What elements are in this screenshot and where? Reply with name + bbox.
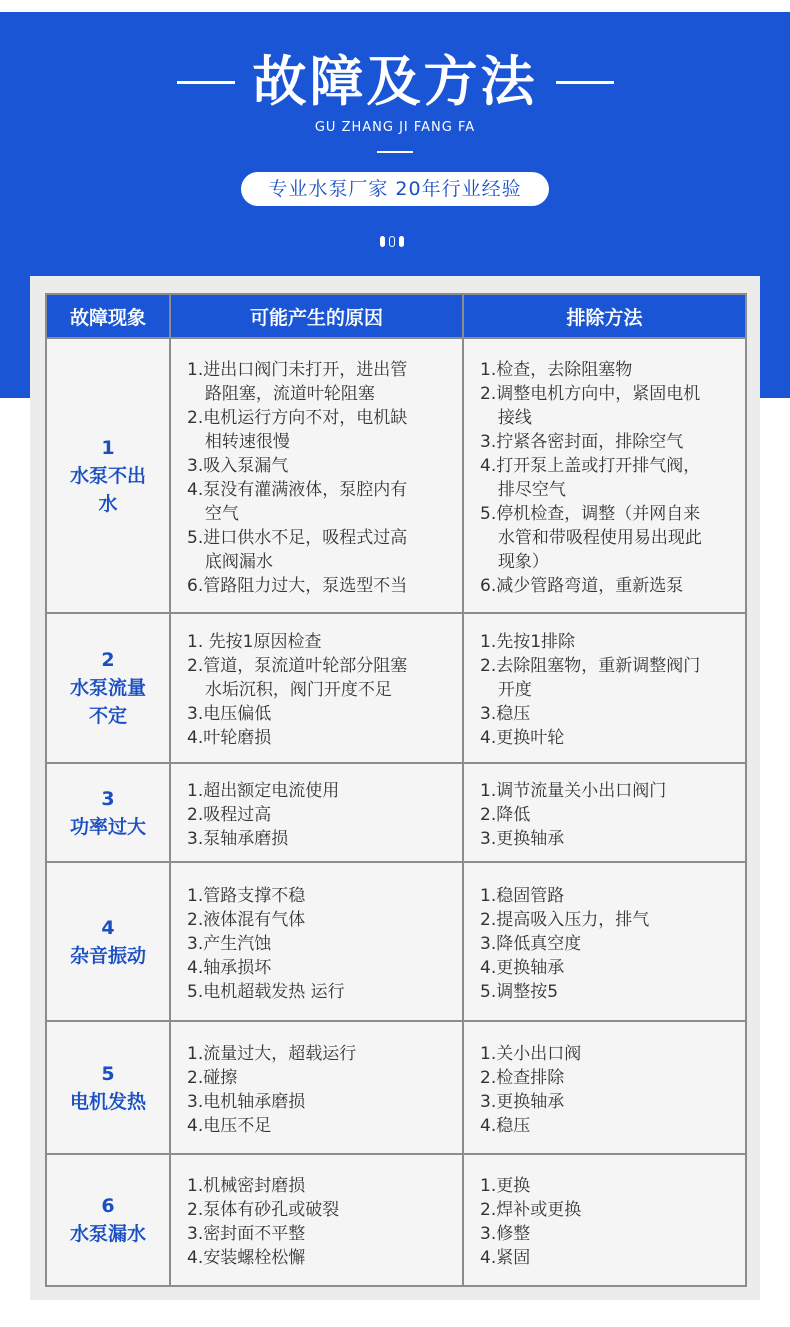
header-symptom: 故障现象 [46, 294, 170, 338]
list-item: 开度 [497, 680, 532, 700]
list-item: 5.电机超载发热 运行 [187, 981, 345, 1002]
list-item: 6.减少管路弯道，重新选泵 [480, 575, 684, 596]
symptom-name: 水泵不出水 [69, 464, 146, 515]
title-row [0, 50, 790, 114]
symptom-name: 电机发热 [69, 1090, 146, 1113]
list-item: 排尽空气 [497, 479, 566, 500]
symptom-number: 2 [101, 649, 115, 671]
cause-list [187, 884, 452, 1004]
page-title: 故障及方法 [252, 50, 538, 113]
symptom-name: 功率过大 [69, 815, 146, 838]
fix-cell [463, 763, 746, 862]
list-item: 1.进出口阀门未打开，进出管 [187, 359, 408, 380]
cause-cell [170, 338, 463, 613]
list-item: 1.管路支撑不稳 [187, 885, 306, 906]
list-item: 4.泵没有灌满液体，泵腔内有 [187, 479, 408, 500]
cause-list [187, 1042, 452, 1138]
list-item: 路阻塞，流道叶轮阻塞 [204, 383, 375, 404]
list-item: 4.稳压 [480, 1115, 531, 1136]
symptom-cell [46, 862, 170, 1021]
list-item: 1.关小出口阀 [480, 1043, 582, 1064]
list-item: 2.检查排除 [480, 1067, 565, 1088]
dot-icon [399, 236, 404, 247]
symptom-name: 水泵漏水 [69, 1223, 146, 1245]
list-item: 2.管道，泵流道叶轮部分阻塞 [187, 656, 408, 676]
fix-list [480, 1042, 735, 1138]
title-left-line [177, 81, 235, 84]
cause-list [187, 358, 452, 598]
table-row [46, 763, 746, 862]
fix-list [480, 358, 735, 598]
list-item: 3.降低真空度 [480, 933, 582, 954]
list-item: 6.管路阻力过大，泵选型不当 [187, 575, 408, 596]
list-item: 5.停机检查，调整（并网自来 [480, 503, 701, 524]
list-item: 3.电机轴承磨损 [187, 1091, 306, 1112]
list-item: 1.流量过大，超载运行 [187, 1043, 357, 1064]
list-item: 1.更换 [480, 1176, 531, 1196]
fix-list [480, 884, 735, 1004]
list-item: 1.超出额定电流使用 [187, 780, 340, 801]
list-item: 2.液体混有气体 [187, 909, 306, 930]
table-row [46, 1021, 746, 1154]
list-item: 空气 [204, 503, 239, 524]
list-item: 2.焊补或更换 [480, 1200, 582, 1220]
list-item: 3.吸入泵漏气 [187, 455, 289, 476]
list-item: 3.更换轴承 [480, 1091, 565, 1112]
list-item: 3.电压偏低 [187, 704, 272, 724]
list-item: 4.更换叶轮 [480, 728, 565, 748]
list-item: 2.提高吸入压力，排气 [480, 909, 650, 930]
list-item: 1.检查，去除阻塞物 [480, 359, 633, 380]
decorative-dots [380, 234, 404, 248]
fix-cell [463, 1154, 746, 1286]
table-row [46, 338, 746, 613]
fix-list [480, 779, 735, 851]
list-item: 3.稳压 [480, 704, 531, 724]
fix-cell [463, 338, 746, 613]
cause-cell [170, 1021, 463, 1154]
list-item: 3.泵轴承磨损 [187, 828, 289, 849]
list-item: 3.密封面不平整 [187, 1224, 306, 1244]
list-item: 水管和带吸程使用易出现此 [497, 527, 702, 548]
symptom-name: 水泵流量不定 [69, 677, 146, 727]
fix-list [480, 630, 735, 750]
table-header-row [46, 294, 746, 338]
list-item: 4.打开泵上盖或打开排气阀， [480, 455, 701, 476]
symptom-number: 6 [101, 1195, 115, 1217]
cause-cell [170, 862, 463, 1021]
list-item: 1. 先按1原因检查 [187, 632, 322, 652]
list-item: 3.修整 [480, 1224, 531, 1244]
list-item: 2.调整电机方向中，紧固电机 [480, 383, 701, 404]
list-item: 4.更换轴承 [480, 957, 565, 978]
symptom-cell [46, 613, 170, 763]
cause-list [187, 630, 452, 750]
list-item: 4.叶轮磨损 [187, 728, 272, 748]
title-divider [377, 151, 413, 153]
list-item: 2.吸程过高 [187, 804, 272, 825]
list-item: 2.电机运行方向不对，电机缺 [187, 407, 408, 428]
list-item: 2.降低 [480, 804, 531, 825]
fix-cell [463, 1021, 746, 1154]
list-item: 2.泵体有砂孔或破裂 [187, 1200, 340, 1220]
list-item: 4.电压不足 [187, 1115, 272, 1136]
list-item: 3.产生汽蚀 [187, 933, 272, 954]
list-item: 1.先按1排除 [480, 632, 576, 652]
cause-cell [170, 1154, 463, 1286]
list-item: 3.更换轴承 [480, 828, 565, 849]
list-item: 1.机械密封磨损 [187, 1176, 306, 1196]
symptom-cell [46, 338, 170, 613]
symptom-name: 杂音振动 [69, 944, 146, 967]
list-item: 2.去除阻塞物，重新调整阀门 [480, 656, 701, 676]
list-item: 1.调节流量关小出口阀门 [480, 780, 667, 801]
list-item: 底阀漏水 [204, 551, 273, 572]
list-item: 1.稳固管路 [480, 885, 565, 906]
cause-list [187, 1174, 452, 1270]
list-item: 5.进口供水不足，吸程式过高 [187, 527, 408, 548]
fix-cell [463, 862, 746, 1021]
dot-hollow-icon [389, 236, 395, 247]
symptom-cell [46, 763, 170, 862]
header-fix: 排除方法 [463, 294, 746, 338]
cause-cell [170, 763, 463, 862]
header-cause: 可能产生的原因 [170, 294, 463, 338]
list-item: 5.调整按5 [480, 981, 559, 1002]
symptom-cell [46, 1021, 170, 1154]
fault-table [45, 293, 747, 1287]
dot-icon [380, 236, 385, 247]
list-item: 4.轴承损坏 [187, 957, 272, 978]
title-pinyin: GU ZHANG JI FANG FA [314, 120, 476, 135]
symptom-number: 1 [101, 436, 115, 459]
table-body [46, 338, 746, 1286]
table-row [46, 613, 746, 763]
list-item: 水垢沉积，阀门开度不足 [204, 680, 392, 700]
table-row [46, 862, 746, 1021]
list-item: 2.碰擦 [187, 1067, 238, 1088]
fix-list [480, 1174, 735, 1270]
symptom-cell [46, 1154, 170, 1286]
list-item: 4.紧固 [480, 1248, 531, 1268]
fix-cell [463, 613, 746, 763]
list-item: 3.拧紧各密封面，排除空气 [480, 431, 684, 452]
list-item: 现象） [497, 551, 549, 572]
slogan-badge: 专业水泵厂家 20年行业经验 [241, 172, 549, 206]
symptom-number: 4 [101, 916, 115, 939]
cause-list [187, 779, 452, 851]
list-item: 接线 [497, 407, 532, 428]
list-item: 相转速很慢 [204, 431, 290, 452]
table-row [46, 1154, 746, 1286]
cause-cell [170, 613, 463, 763]
title-right-line [556, 81, 614, 84]
list-item: 4.安装螺栓松懈 [187, 1248, 306, 1268]
symptom-number: 3 [101, 787, 115, 810]
symptom-number: 5 [101, 1062, 115, 1085]
